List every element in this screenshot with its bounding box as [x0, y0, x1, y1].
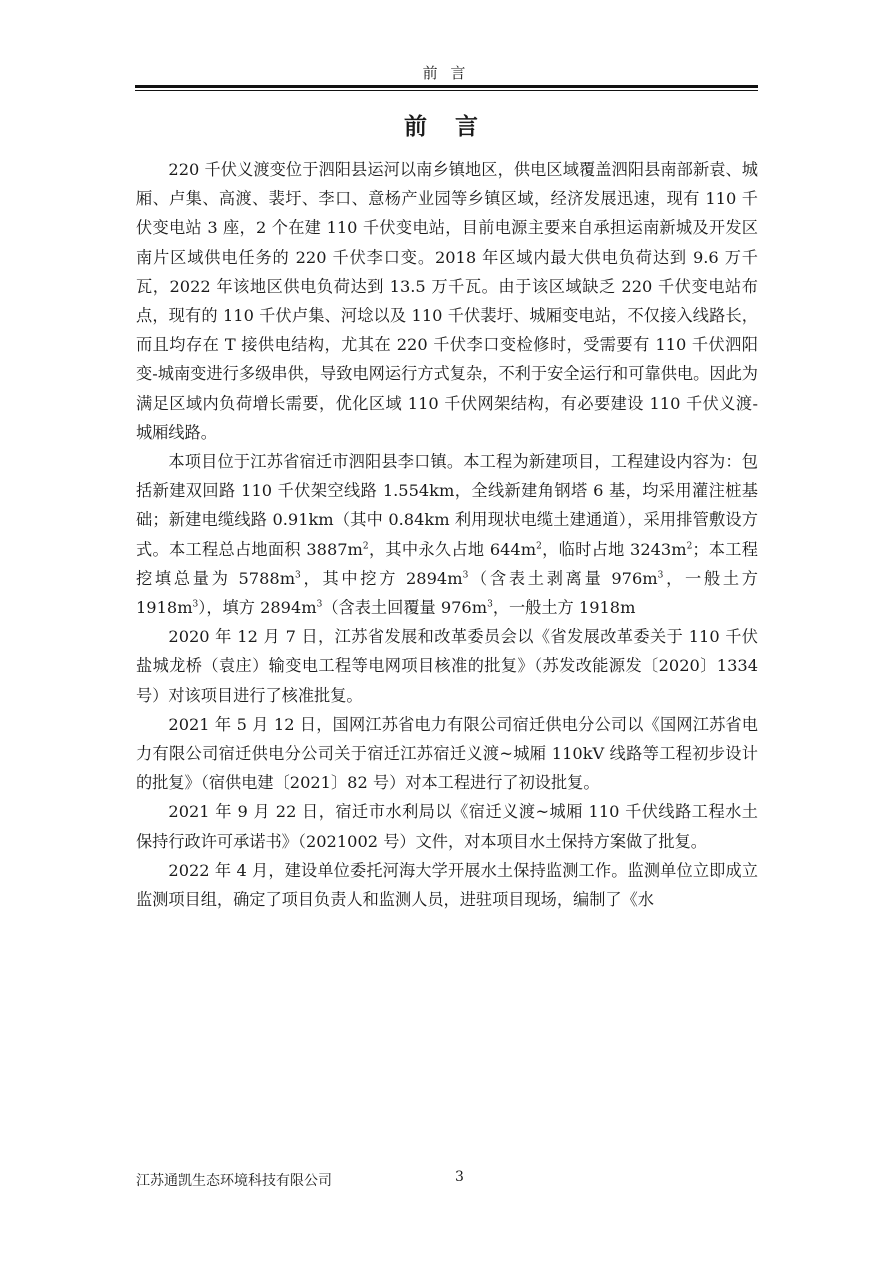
paragraph-2-text: ；本工程挖填总量为 5788m — [136, 539, 758, 588]
paragraph-5 — [136, 797, 758, 855]
superscript: 3 — [192, 599, 199, 610]
paragraph-2-text: （含表土回覆量 976m — [322, 598, 488, 618]
superscript: 2 — [686, 541, 693, 552]
footer-organization: 江苏通凯生态环境科技有限公司 — [136, 1173, 332, 1189]
superscript: 3 — [657, 570, 664, 581]
paragraph-6-text: 2022 年 4 月，建设单位委托河海大学开展水土保持监测工作。监测单位立即成立监测项目组，确定了项目负责人和监测人员，进驻项目现场，编制了《水 — [136, 860, 758, 910]
header-rule-thin — [135, 90, 758, 91]
header-rule-thick — [135, 85, 758, 88]
superscript: 2 — [362, 541, 369, 552]
superscript: 3 — [295, 570, 301, 581]
paragraph-1 — [136, 155, 758, 447]
paragraph-6 — [136, 856, 758, 914]
page-number: 3 — [455, 1169, 464, 1185]
paragraph-3-text: 2020 年 12 月 7 日，江苏省发展和改革委员会以《省发展改革委关于 110 千伏盐城龙桥（袁庄）输变电工程等电网项目核准的批复》（苏发改能源发〔2020〕1334 号）对该项目进行了核准批复。 — [136, 627, 758, 705]
superscript: 3 — [462, 570, 469, 581]
paragraph-2-text: ，其中永久占地 644m — [368, 539, 537, 559]
running-header: 前 言 — [422, 64, 470, 82]
superscript: 3 — [316, 599, 323, 610]
paragraph-3 — [136, 622, 758, 710]
body-text — [136, 155, 758, 914]
paragraph-4 — [136, 710, 758, 798]
paragraph-5-text: 2021 年 9 月 22 日，宿迁市水利局以《宿迁义渡~城厢 110 千伏线路工程水土保持行政许可承诺书》（2021002 号）文件，对本项目水土保持方案做了批复。 — [136, 802, 758, 851]
superscript: 2 — [536, 541, 542, 552]
paragraph-2-text: （含表土剥离量 976m — [468, 568, 658, 588]
paragraph-2-text: ，临时占地 3243m — [541, 539, 687, 559]
page-title: 前 言 — [403, 113, 488, 140]
paragraph-2-text: ，一般土方 1918m — [492, 598, 636, 618]
paragraph-2-text: ，其中挖方 2894m — [300, 568, 463, 588]
superscript: 3 — [487, 599, 493, 610]
paragraph-2-text: 本项目位于江苏省宿迁市泗阳县李口镇。本工程为新建项目，工程建设内容为：包括新建双回路 110 千伏架空线路 1.554km，全线新建角钢塔 6 基，均采用灌注桩基础；新建电缆线路 0.91km（其中 0.84km 利用现状电缆土建通道），采用排管敷设方式。本工程总占地面积 3887m — [136, 452, 758, 559]
paragraph-2-text: ），填方 2894m — [198, 598, 317, 618]
paragraph-4-text: 2021 年 5 月 12 日，国网江苏省电力有限公司宿迁供电分公司以《国网江苏省电力有限公司宿迁供电分公司关于宿迁江苏宿迁义渡~城厢 110kV 线路等工程初步设计的批复》（宿供电建〔2021〕82 号）对本工程进行了初设批复。 — [136, 714, 758, 793]
paragraph-1-text: 220 千伏义渡变位于泗阳县运河以南乡镇地区，供电区域覆盖泗阳县南部新袁、城厢、卢集、高渡、裴圩、李口、意杨产业园等乡镇区域，经济发展迅速，现有 110 千伏变电站 3 座，2 个在建 110 千伏变电站，目前电源主要来自承担运南新城及开发区南片区域供电任务的 220 千伏李口变。2018 年区域内最大供电负荷达到 9.6 万千瓦，2022 年该地区供电负荷达到 13.5 万千瓦。由于该区域缺乏 220 千伏变电站布点，现有的 110 千伏卢集、河埝以及 110 千伏裴圩、城厢变电站，不仅接入线路长，而且均存在 T 接供电结构，尤其在 220 千伏李口变检修时，受需要有 110 千伏泗阳变-城南变进行多级串供，导致电网运行方式复杂，不利于安全运行和可靠供电。因此为满足区域内负荷增长需要，优化区域 110 千伏网架结构，有必要建设 110 千伏义渡-城厢线路。 — [136, 160, 758, 442]
paragraph-2-text: ，一般土方 1918m — [136, 568, 758, 618]
paragraph-2 — [136, 447, 758, 622]
